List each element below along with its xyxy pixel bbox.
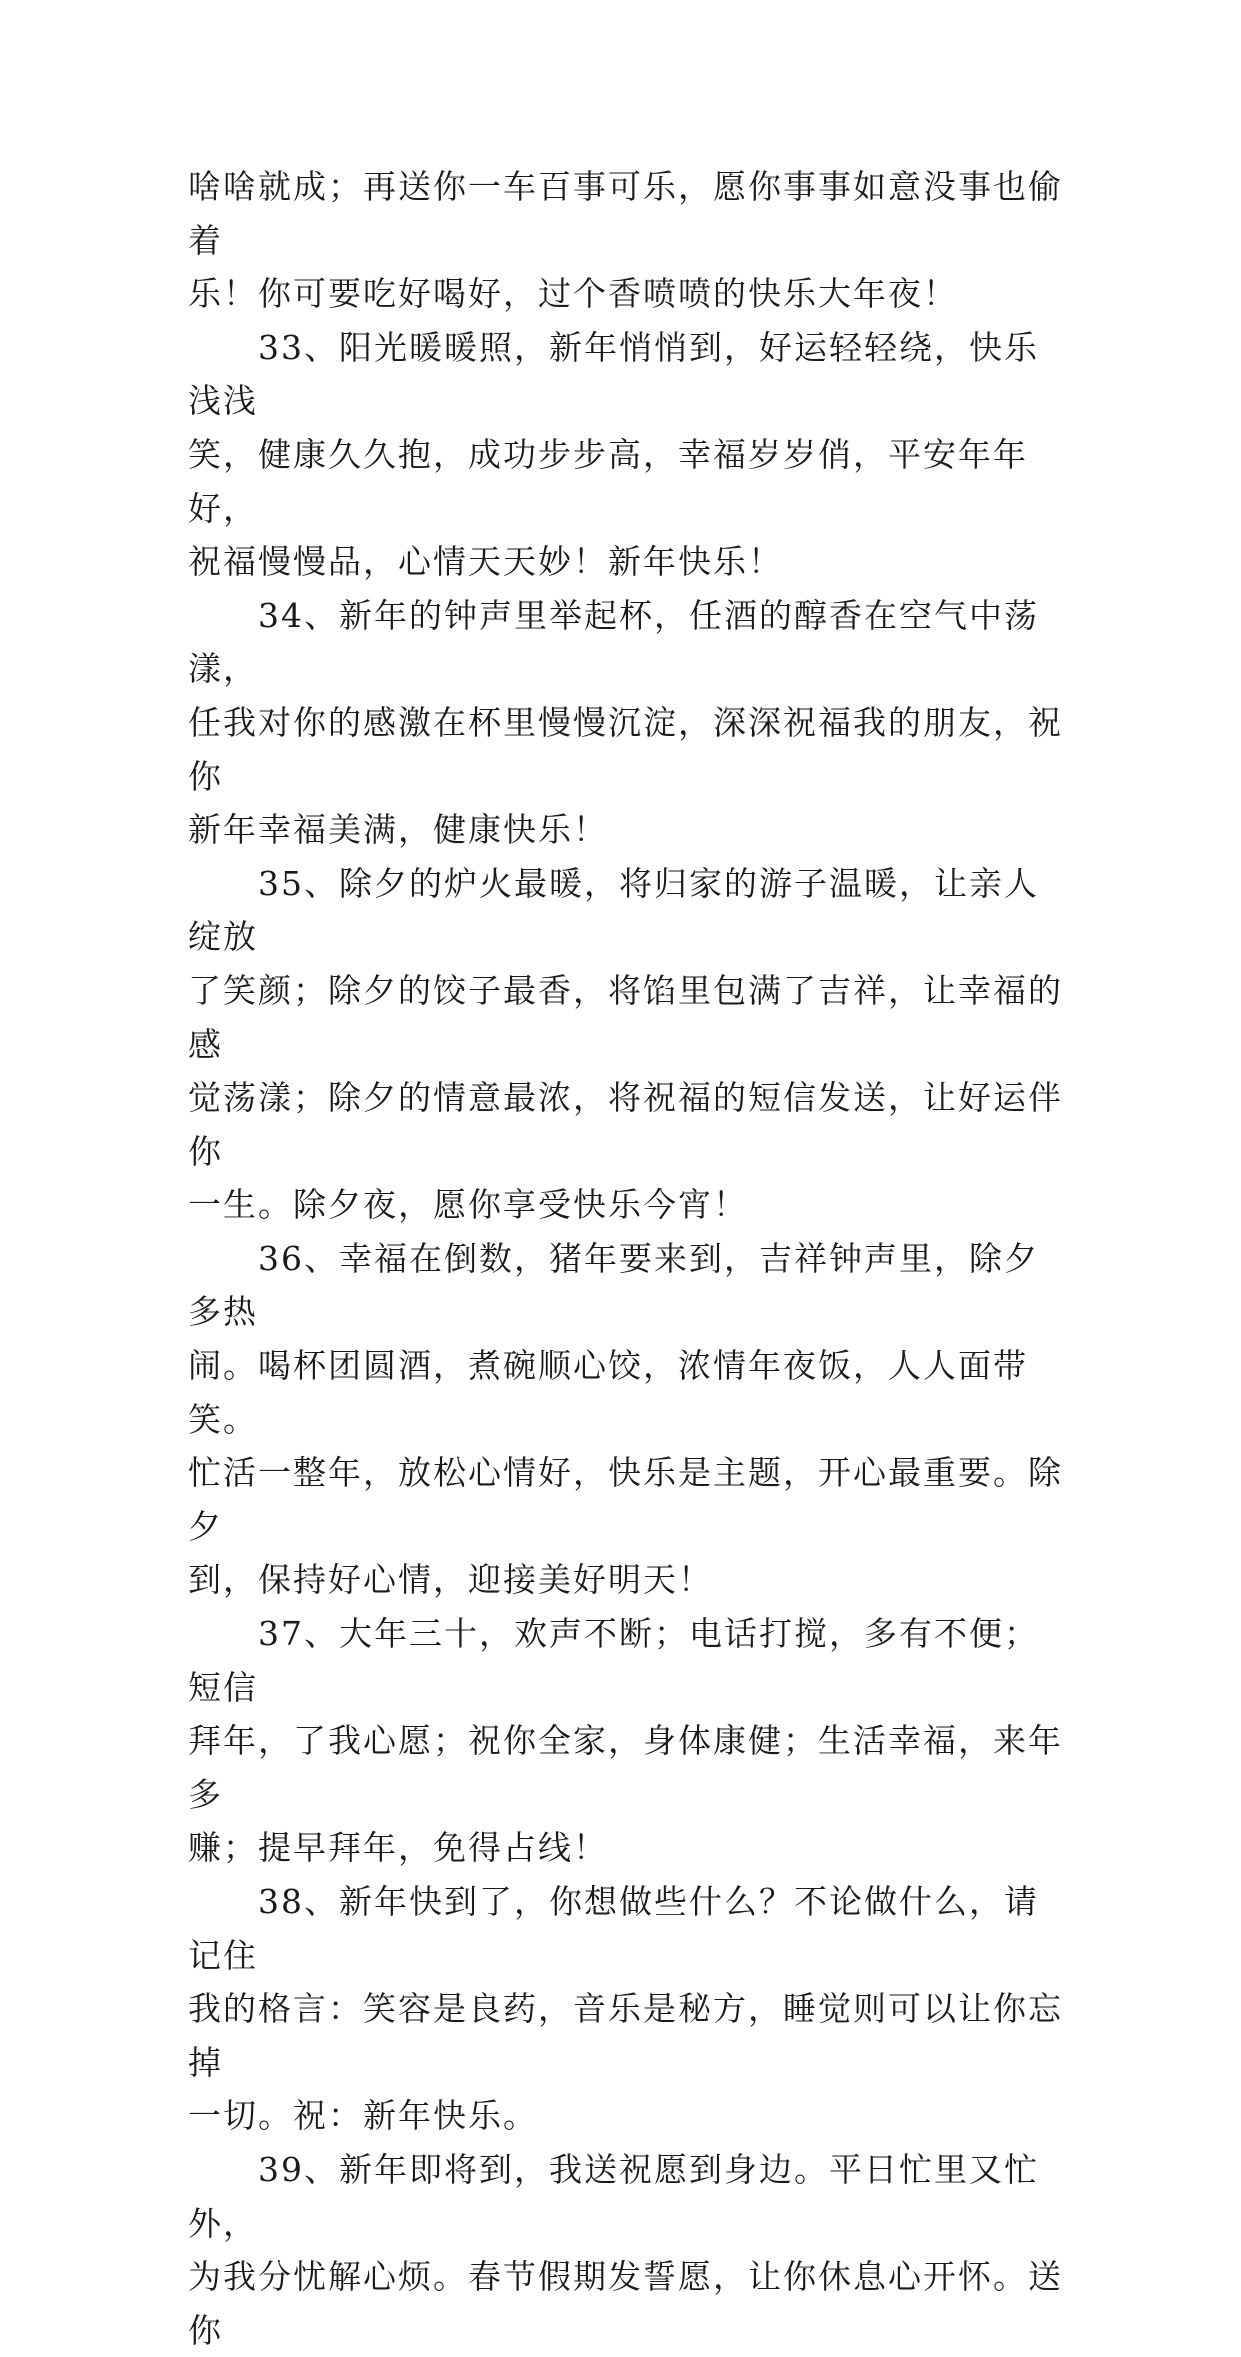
text-line: 到，保持好心情，迎接美好明天！ xyxy=(188,1560,713,1600)
text-line: 33、阳光暖暖照，新年悄悄到，好运轻轻绕，快乐浅浅 xyxy=(188,327,1039,421)
text-line: 一生。除夕夜，愿你享受快乐今宵！ xyxy=(188,1185,748,1225)
text-line: 新年幸福美满，健康快乐！ xyxy=(188,810,608,850)
text-line: 忙活一整年，放松心情好，快乐是主题，开心最重要。除夕 xyxy=(188,1453,1063,1546)
text-line: 拜年，了我心愿；祝你全家，身体康健；生活幸福，来年多 xyxy=(188,1721,1063,1814)
text-line: 闹。喝杯团圆酒，煮碗顺心饺，浓情年夜饭，人人面带笑。 xyxy=(188,1346,1028,1439)
text-line: 一切。祝：新年快乐。 xyxy=(188,2096,538,2136)
text-line: 了笑颜；除夕的饺子最香，将馅里包满了吉祥，让幸福的感 xyxy=(188,970,1063,1064)
text-line: 35、除夕的炉火最暖，将归家的游子温暖，让亲人绽放 xyxy=(188,863,1039,957)
text-line: 我的格言：笑容是良药，音乐是秘方，睡觉则可以让你忘掉 xyxy=(188,1989,1063,2082)
text-line: 37、大年三十，欢声不断；电话打搅，多有不便；短信 xyxy=(188,1614,1039,1707)
text-line: 36、幸福在倒数，猪年要来到，吉祥钟声里，除夕多热 xyxy=(188,1238,1039,1332)
text-line: 觉荡漾；除夕的情意最浓，将祝福的短信发送，让好运伴你 xyxy=(188,1078,1063,1171)
text-line: 笑，健康久久抱，成功步步高，幸福岁岁俏，平安年年好， xyxy=(188,434,1028,528)
text-line: 38、新年快到了，你想做些什么？不论做什么，请记住 xyxy=(188,1882,1039,1975)
text-line: 乐！你可要吃好喝好，过个香喷喷的快乐大年夜！ xyxy=(188,274,958,314)
text-line: 39、新年即将到，我送祝愿到身边。平日忙里又忙外， xyxy=(188,2149,1039,2243)
text-line: 为我分忧解心烦。春节假期发誓愿，让你休息心开怀。送你 xyxy=(188,2257,1063,2350)
text-line: 啥啥就成；再送你一车百事可乐，愿你事事如意没事也偷着 xyxy=(188,167,1063,260)
text-line: 赚；提早拜年，免得占线！ xyxy=(188,1828,608,1868)
text-line: 34、新年的钟声里举起杯，任酒的醇香在空气中荡漾， xyxy=(188,595,1039,689)
text-line: 祝福慢慢品，心情天天妙！新年快乐！ xyxy=(188,542,783,582)
document-body xyxy=(188,160,1068,2357)
text-line: 任我对你的感激在杯里慢慢沉淀，深深祝福我的朋友，祝你 xyxy=(188,702,1063,796)
